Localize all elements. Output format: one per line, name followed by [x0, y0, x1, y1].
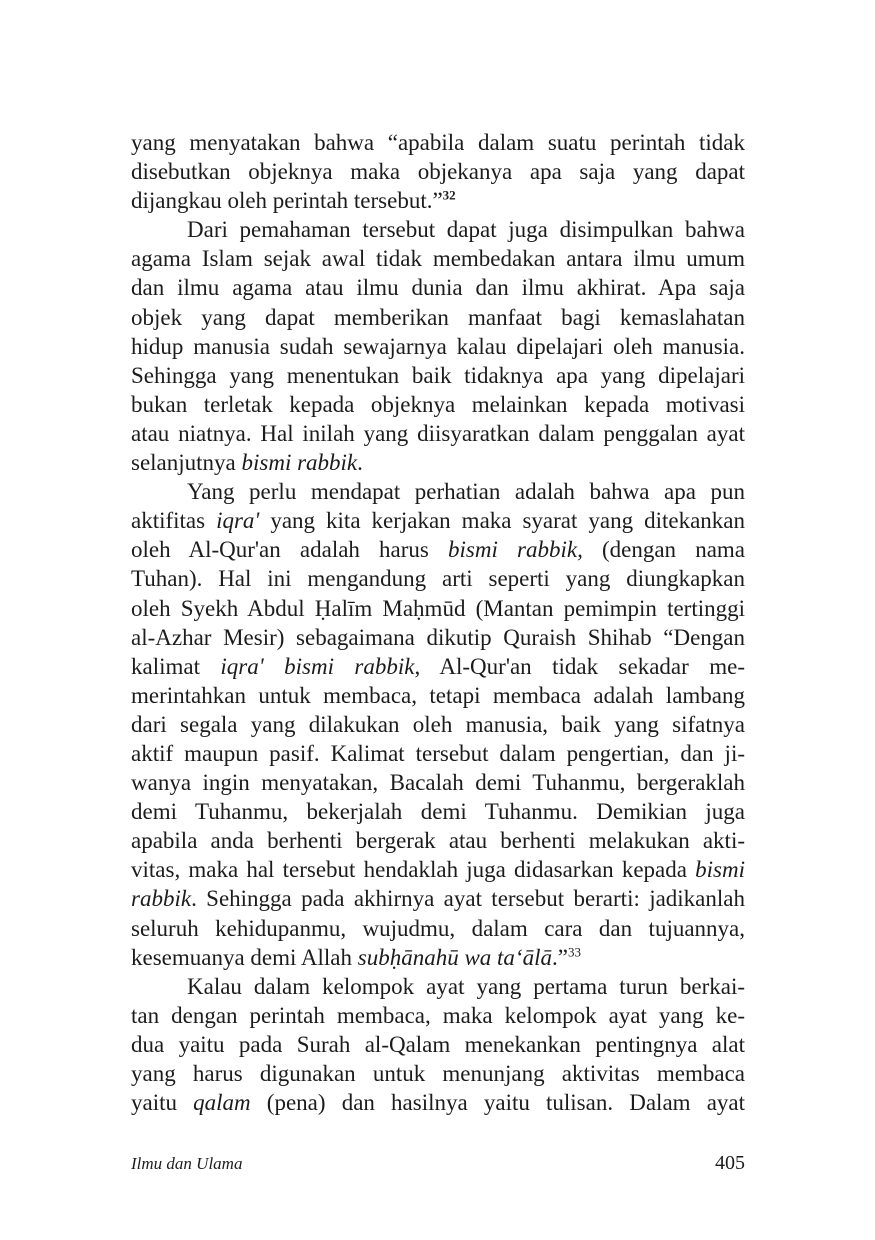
text-line — [131, 884, 745, 913]
italic-term: bismi rabbik, — [448, 537, 583, 563]
text-segment: Yang perlu mendapat perhatian adalah bahwa apa pun — [187, 479, 745, 505]
text-segment: demi Tuhanmu, bekerjalah demi Tuhanmu. Demikian juga — [131, 799, 745, 825]
text-line — [131, 332, 745, 361]
text-line — [131, 564, 745, 593]
text-line — [131, 1088, 745, 1117]
text-line — [131, 303, 745, 332]
text-line — [131, 855, 745, 884]
text-segment: tan dengan perintah membaca, maka kelompok ayat yang ke- — [131, 1002, 745, 1028]
text-segment: kalimat — [131, 653, 221, 679]
text-segment: agama Islam sejak awal tidak membedakan antara ilmu umum — [131, 246, 745, 272]
text-segment: (dengan nama — [582, 537, 746, 563]
text-segment: oleh Al-Qur'an adalah harus — [131, 537, 449, 563]
text-segment: merintahkan untuk membaca, tetapi membaca adalah lambang — [131, 682, 745, 708]
text-line — [131, 448, 745, 477]
text-segment: yaitu — [131, 1090, 194, 1116]
text-segment: dan ilmu agama atau ilmu dunia dan ilmu akhirat. Apa saja — [131, 275, 745, 301]
text-line — [131, 652, 745, 681]
text-line — [131, 768, 745, 797]
text-line — [131, 914, 745, 943]
text-segment: objek yang dapat memberikan manfaat bagi kemaslahatan — [131, 304, 745, 330]
text-line — [131, 506, 745, 535]
text-line — [131, 826, 745, 855]
italic-term: iqra' — [216, 508, 260, 534]
text-segment: kesemuanya demi Allah — [131, 944, 358, 970]
running-title: Ilmu dan Ulama — [131, 1154, 243, 1173]
text-segment: dua yaitu pada Surah al-Qalam menekankan pentingnya alat — [131, 1031, 745, 1057]
text-line — [131, 797, 745, 826]
italic-term: rabbik — [131, 886, 192, 912]
text-line — [131, 419, 745, 448]
text-segment: dijangkau oleh perintah tersebut.” — [131, 188, 443, 214]
text-line — [131, 1059, 745, 1088]
text-segment: apabila anda berhenti bergerak atau berhenti melakukan akti- — [131, 828, 745, 854]
text-line — [131, 361, 745, 390]
text-segment: . Sehingga pada akhirnya ayat tersebut berarti: jadikanlah — [191, 886, 745, 912]
text-line — [131, 972, 745, 1001]
text-line — [131, 739, 745, 768]
text-line — [131, 594, 745, 623]
text-line — [131, 128, 745, 157]
text-line — [131, 623, 745, 652]
text-segment: selanjutnya — [131, 450, 242, 476]
footnote-marker: 33 — [567, 943, 581, 959]
text-segment: seluruh kehidupanmu, wujudmu, dalam cara dan tujuannya, — [131, 915, 745, 941]
italic-term: bismi rabbik — [241, 450, 358, 476]
text-segment: al-Azhar Mesir) sebagaimana dikutip Quraish Shihab “Dengan — [131, 624, 745, 650]
text-segment: (pena) dan hasilnya yaitu tulisan. Dalam ayat — [250, 1090, 745, 1116]
text-segment: vitas, maka hal tersebut hendaklah juga didasarkan kepada — [131, 857, 696, 883]
text-line — [131, 215, 745, 244]
text-segment: atau niatnya. Hal inilah yang diisyaratkan dalam penggalan ayat — [131, 420, 745, 446]
page-footer — [131, 1152, 745, 1178]
text-line — [131, 157, 745, 186]
text-segment: .” — [551, 944, 568, 970]
page-number: 405 — [715, 1152, 745, 1174]
text-line — [131, 681, 745, 710]
text-segment: Kalau dalam kelompok ayat yang pertama turun berkai- — [187, 973, 745, 999]
text-segment: wanya ingin menyatakan, Bacalah demi Tuhanmu, bergeraklah — [131, 770, 745, 796]
text-segment: yang harus digunakan untuk menunjang aktivitas membaca — [131, 1061, 745, 1086]
text-segment: , Al-Qur'an tidak sekadar me- — [414, 653, 745, 679]
text-segment: bukan terletak kepada objeknya melainkan kepada motivasi — [131, 391, 745, 417]
text-segment: aktifitas — [131, 508, 217, 534]
italic-term: subḥānahū wa ta‘ālā — [357, 944, 552, 970]
page-body-text — [131, 128, 745, 1117]
text-line — [131, 273, 745, 302]
footnote-marker: 32 — [442, 187, 456, 203]
text-segment: dari segala yang dilakukan oleh manusia, baik yang sifatnya — [131, 711, 745, 737]
text-segment: Sehingga yang menentukan baik tidaknya apa yang dipelajari — [131, 362, 745, 388]
text-segment: aktif maupun pasif. Kalimat tersebut dalam pengertian, dan ji- — [131, 740, 745, 766]
text-segment: oleh Syekh Abdul Ḥalīm Maḥmūd (Mantan pemimpin tertinggi — [131, 595, 745, 621]
text-segment: yang menyatakan bahwa “apabila dalam suatu perintah tidak — [131, 130, 745, 155]
text-segment: Dari pemahaman tersebut dapat juga disimpulkan bahwa — [187, 217, 745, 243]
text-segment: disebutkan objeknya maka objekanya apa saja yang dapat — [131, 159, 745, 185]
text-line — [131, 186, 745, 215]
text-line — [131, 244, 745, 273]
italic-term: iqra' bismi rabbik — [220, 653, 415, 679]
italic-term: bismi — [695, 857, 745, 883]
text-line — [131, 710, 745, 739]
text-segment: . — [357, 450, 363, 476]
italic-term: qalam — [193, 1090, 251, 1116]
text-line — [131, 1001, 745, 1030]
text-line — [131, 390, 745, 419]
text-line — [131, 477, 745, 506]
text-line — [131, 535, 745, 564]
text-line — [131, 1030, 745, 1059]
text-segment: yang kita kerjakan maka syarat yang ditekankan — [259, 508, 745, 534]
text-segment: Tuhan). Hal ini mengandung arti seperti yang diungkapkan — [131, 566, 745, 592]
text-segment: hidup manusia sudah sewajarnya kalau dipelajari oleh manusia. — [131, 333, 745, 359]
text-line — [131, 943, 745, 972]
